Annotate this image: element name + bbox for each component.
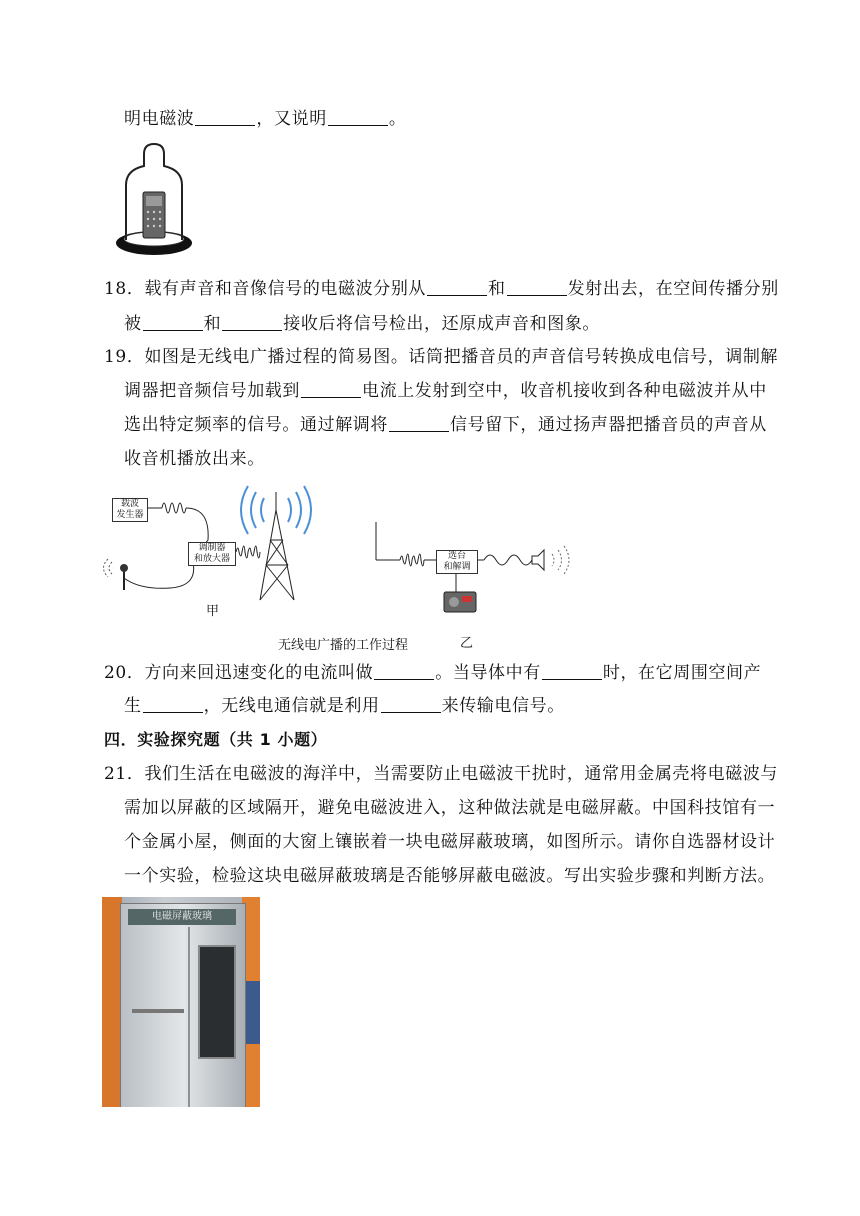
- q19-text: 调器把音频信号加载到: [124, 381, 300, 401]
- answer-blank[interactable]: [195, 107, 255, 126]
- shielded-booth-photo: [102, 897, 260, 1107]
- q18-text: 和: [488, 279, 506, 299]
- label-jia: 甲: [206, 604, 220, 619]
- q21-line-2: [124, 795, 775, 821]
- door-seam: [188, 927, 190, 1107]
- answer-blank[interactable]: [389, 413, 449, 432]
- q20-line-1: [104, 660, 761, 686]
- q20-text: 方向来回迅速变化的电流叫做: [144, 663, 374, 683]
- q19-line-3: [124, 412, 767, 438]
- answer-blank[interactable]: [328, 107, 388, 126]
- answer-blank[interactable]: [381, 694, 441, 713]
- q17-text-a: 明电磁波: [124, 109, 195, 129]
- question-number: 20．: [104, 663, 145, 683]
- q21-text: 我们生活在电磁波的海洋中，当需要防止电磁波干扰时，通常用金属壳将电磁波与: [144, 764, 779, 784]
- answer-blank[interactable]: [301, 379, 361, 398]
- q19-line-2: [124, 378, 767, 404]
- q18-text: 被: [124, 314, 142, 334]
- q19-line-4: [124, 446, 265, 472]
- booth-sign: 电磁屏蔽玻璃: [128, 909, 236, 925]
- wall-stripe: [102, 897, 122, 1107]
- q19-text: 收音机播放出来。: [124, 449, 265, 469]
- modulator-amplifier-box: 调制器 和放大器: [188, 542, 236, 566]
- answer-blank[interactable]: [507, 277, 567, 296]
- diagram-caption: 无线电广播的工作过程: [278, 638, 409, 653]
- q20-text: ，无线电通信就是利用: [203, 696, 380, 716]
- q18-line-1: [104, 276, 779, 302]
- q21-text: 个金属小屋，侧面的大窗上镶嵌着一块电磁屏蔽玻璃，如图所示。请你自选器材设计: [124, 832, 776, 852]
- bell-jar-figure: [112, 140, 198, 262]
- tuner-demodulator-box: 选台 和解调: [436, 550, 478, 574]
- q20-text: 时，在它周围空间产: [602, 663, 762, 683]
- q18-text: 接收后将信号检出，还原成声音和图象。: [283, 314, 601, 334]
- answer-blank[interactable]: [143, 694, 203, 713]
- answer-blank[interactable]: [542, 661, 602, 680]
- answer-blank[interactable]: [427, 277, 487, 296]
- q17-text-b: ，又说明: [256, 109, 327, 129]
- q18-text: 载有声音和音像信号的电磁波分别从: [144, 279, 427, 299]
- q17-line: [124, 106, 406, 132]
- q19-line-1: [104, 344, 778, 370]
- section-heading: 四．实验探究题（共 1 小题）: [104, 730, 328, 749]
- q19-text: 选出特定频率的信号。通过解调将: [124, 415, 388, 435]
- q20-text: 。当导体中有: [435, 663, 541, 683]
- door-handle: [132, 1009, 184, 1013]
- diagram-drawing: [100, 480, 580, 650]
- q21-line-1: [104, 761, 778, 787]
- q20-text: 来传输电信号。: [441, 696, 565, 716]
- q18-text: 发射出去，在空间传播分别: [567, 279, 779, 299]
- carrier-generator-box: 载波 发生器: [112, 498, 148, 522]
- q21-line-3: [124, 829, 775, 855]
- q17-text-c: 。: [388, 109, 407, 129]
- q21-text: 一个实验，检验这块电磁屏蔽玻璃是否能够屏蔽电磁波。写出实验步骤和判断方法。: [124, 866, 776, 886]
- q20-text: 生: [124, 696, 142, 716]
- question-number: 18．: [104, 279, 145, 299]
- answer-blank[interactable]: [374, 661, 434, 680]
- q20-line-2: [124, 693, 565, 719]
- q18-line-2: [124, 311, 600, 337]
- q21-line-4: [124, 863, 775, 889]
- radio-broadcast-diagram: [100, 480, 580, 653]
- q19-text: 信号留下，通过扬声器把播音员的声音从: [450, 415, 767, 435]
- label-yi: 乙: [460, 636, 474, 651]
- question-number: 19．: [104, 347, 145, 367]
- q19-text: 电流上发射到空中，收音机接收到各种电磁波并从中: [362, 381, 767, 401]
- q21-text: 需加以屏蔽的区域隔开，避免电磁波进入，这种做法就是电磁屏蔽。中国科技馆有一: [124, 798, 776, 818]
- answer-blank[interactable]: [143, 312, 203, 331]
- answer-blank[interactable]: [222, 312, 282, 331]
- question-number: 21．: [104, 764, 145, 784]
- q19-text: 如图是无线电广播过程的简易图。话筒把播音员的声音信号转换成电信号，调制解: [144, 347, 779, 367]
- q18-text: 和: [203, 314, 222, 334]
- shielding-glass-window: [198, 945, 236, 1059]
